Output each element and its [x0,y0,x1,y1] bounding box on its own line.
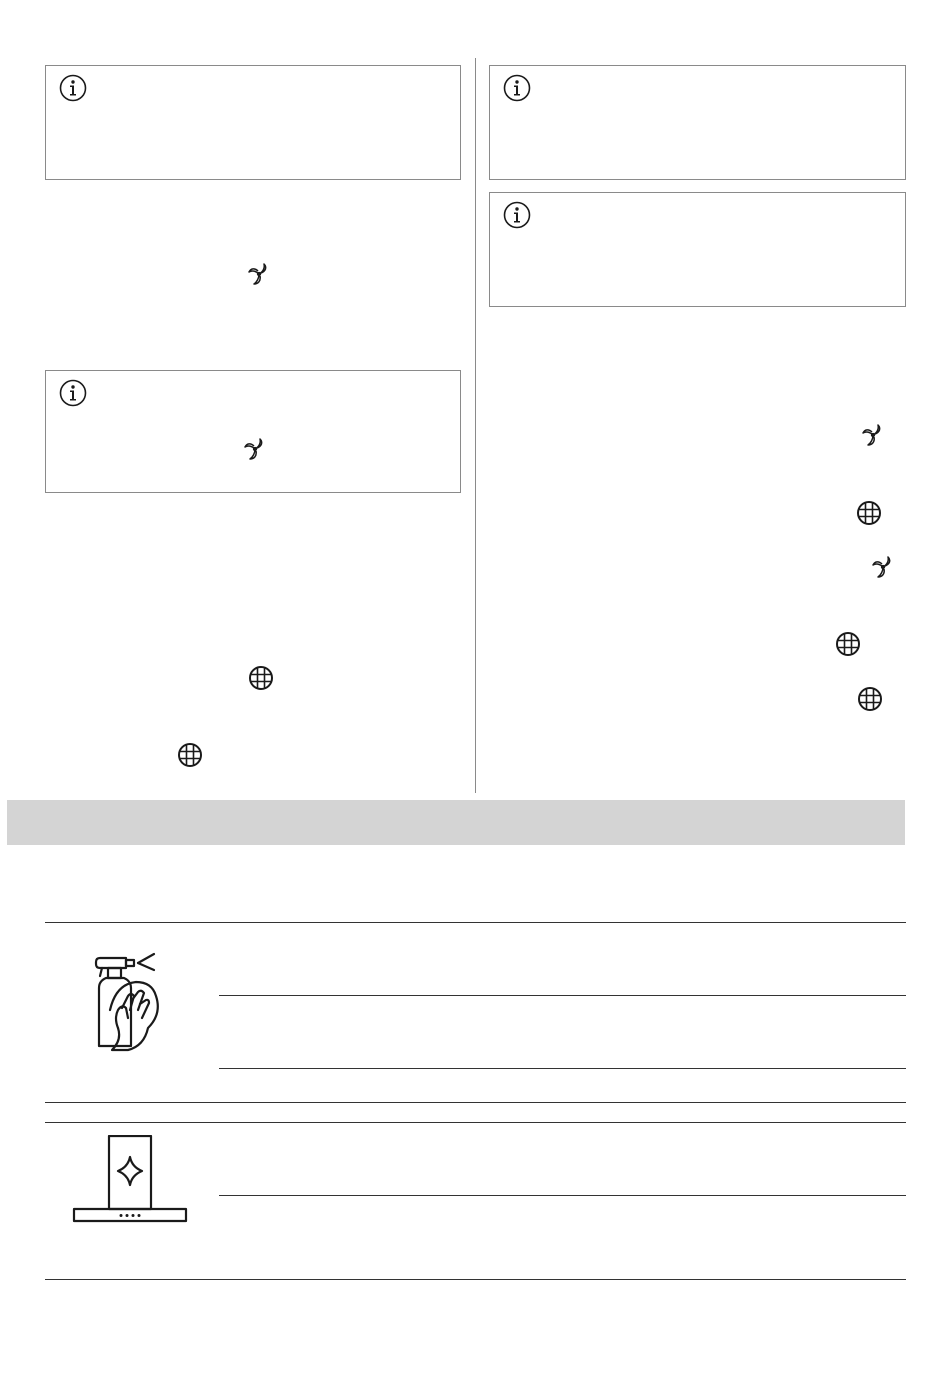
grease-filter-icon [248,665,274,691]
table-rule [45,1102,906,1103]
spray-cleaning-icon [88,948,168,1052]
table-rule [45,1279,906,1280]
info-note [45,65,461,180]
info-note [489,65,906,180]
table-rule [219,995,906,996]
info-note [489,192,906,307]
table-rule [45,1122,906,1123]
fan-icon [246,261,272,287]
info-icon [59,379,87,407]
fan-icon [242,436,268,462]
table-rule [45,922,906,923]
info-icon [59,74,87,102]
table-rule [219,1195,906,1196]
info-icon [503,74,531,102]
cooker-hood-clean-icon [72,1135,188,1225]
fan-icon [860,422,886,448]
grease-filter-icon [177,742,203,768]
section-header-bar [7,800,905,845]
grease-filter-icon [835,631,861,657]
info-note [45,370,461,493]
column-divider [475,58,476,793]
info-icon [503,201,531,229]
grease-filter-icon [857,686,883,712]
fan-icon [870,554,896,580]
table-rule [219,1068,906,1069]
grease-filter-icon [856,500,882,526]
